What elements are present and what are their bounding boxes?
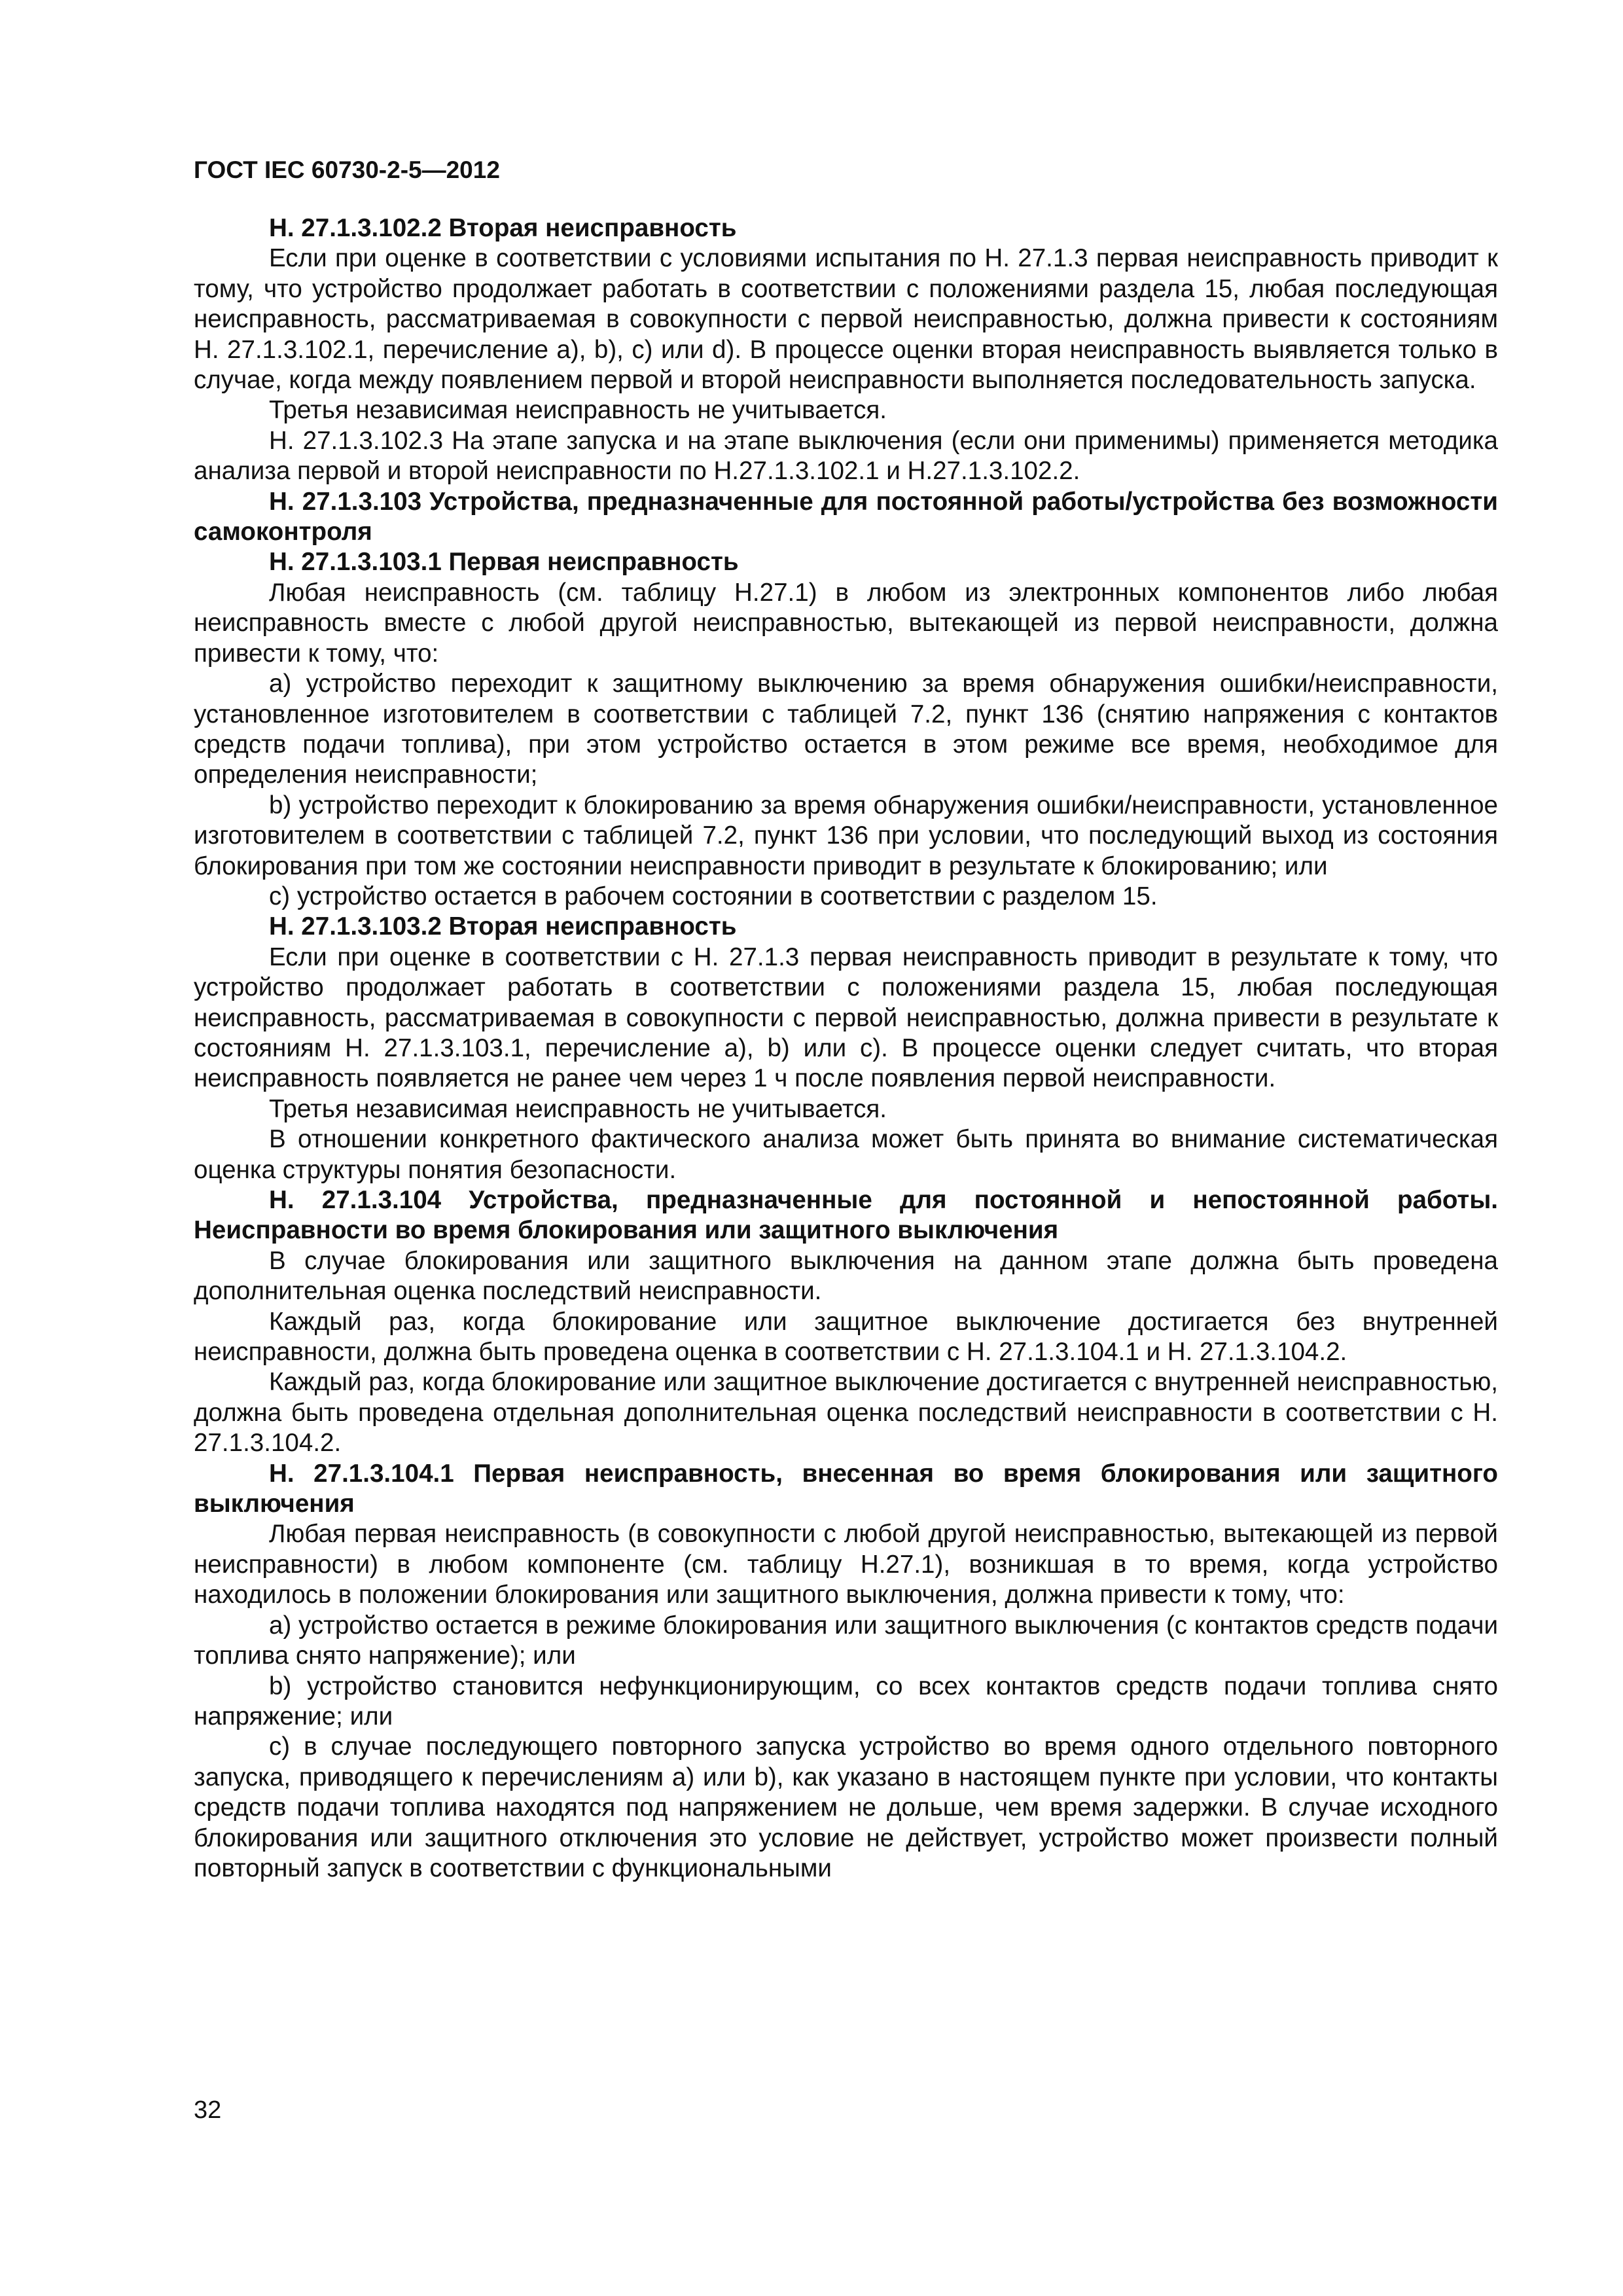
paragraph: Любая неисправность (см. таблицу Н.27.1) в любом из электронных компонентов либо любая неисправность вместе с любой другой неисправностью, вытекающей из первой неисправности, должна привести к тому, что: <box>194 578 1498 668</box>
paragraph: Каждый раз, когда блокирование или защитное выключение достигается без внутренней неисправности, должна быть проведена оценка в соответствии с Н. 27.1.3.104.1 и Н. 27.1.3.104.2. <box>194 1307 1498 1367</box>
section-heading: Н. 27.1.3.102.2 Вторая неисправность <box>269 214 737 242</box>
paragraph: Если при оценке в соответствии с Н. 27.1.3 первая неисправность приводит в результате к тому, что устройство продолжает работать в соответствии с положениями раздела 15, любая последующая неисправность, рассматриваемая в совокупности с первой неисправностью, должна привести в результате к состояниям Н. 27.1.3.103.1, перечисление а), b) или с). В процессе оценки следует считать, что вторая неисправность появляется не ранее чем через 1 ч после появления первой неисправности. <box>194 942 1498 1093</box>
section-heading: Н. 27.1.3.103.2 Вторая неисправность <box>269 912 737 941</box>
section-heading: Н. 27.1.3.104.1 Первая неисправность, внесенная во время блокирования или защитного выключения <box>194 1459 1498 1518</box>
paragraph: В отношении конкретного фактического анализа может быть принята во внимание систематическая оценка структуры понятия безопасности. <box>194 1125 1498 1184</box>
paragraph: b) устройство становится нефункционирующим, со всех контактов средств подачи топлива снято напряжение; или <box>194 1672 1498 1731</box>
paragraph: c) устройство остается в рабочем состоянии в соответствии с разделом 15. <box>269 882 1158 910</box>
paragraph: В случае блокирования или защитного выключения на данном этапе должна быть проведена дополнительная оценка последствий неисправности. <box>194 1246 1498 1306</box>
document-header: ГОСТ IEC 60730-2-5—2012 <box>194 156 500 183</box>
paragraph: a) устройство переходит к защитному выключению за время обнаружения ошибки/неисправности, установленное изготовителем в соответствии с таблицей 7.2, пункт 136 (снятию напряжения с контактов средств подачи топлива), при этом устройство остается в этом режиме все время, необходимое для определения неисправности; <box>194 670 1498 789</box>
paragraph: Любая первая неисправность (в совокупности с любой другой неисправностью, вытекающей из первой неисправности) в любом компоненте (см. таблицу Н.27.1), возникшая в то время, когда устройство находилось в положении блокирования или защитного выключения, должна привести к тому, что: <box>194 1520 1498 1609</box>
paragraph: c) в случае последующего повторного запуска устройство во время одного отдельного повторного запуска, приводящего к перечислениям а) или b), как указано в настоящем пункте при условии, что контакты средств подачи топлива находятся под напряжением не дольше, чем время задержки. В случае исходного блокирования или защитного отключения это условие не действует, устройство может произвести полный повторный запуск в соответствии с функциональными <box>194 1732 1498 1882</box>
paragraph: Н. 27.1.3.102.3 На этапе запуска и на этапе выключения (если они применимы) применяется методика анализа первой и второй неисправности по Н.27.1.3.102.1 и Н.27.1.3.102.2. <box>194 426 1498 486</box>
paragraph: Третья независимая неисправность не учитывается. <box>269 1094 887 1123</box>
page-number: 32 <box>194 2096 222 2124</box>
document-body <box>194 213 1498 1884</box>
paragraph: Каждый раз, когда блокирование или защитное выключение достигается с внутренней неисправностью, должна быть проведена отдельная дополнительная оценка последствий неисправности в соответствии с Н. 27.1.3.104.2. <box>194 1368 1498 1458</box>
paragraph: Третья независимая неисправность не учитывается. <box>269 396 887 425</box>
paragraph: Если при оценке в соответствии с условиями испытания по Н. 27.1.3 первая неисправность приводит к тому, что устройство продолжает работать в соответствии с положениями раздела 15, любая последующая неисправность, рассматриваемая в совокупности с первой неисправностью, должна привести к состояниям Н. 27.1.3.102.1, перечисление а), b), с) или d). В процессе оценки вторая неисправность выявляется только в случае, когда между появлением первой и второй неисправности выполняется последовательность запуска. <box>194 244 1498 395</box>
section-heading: Н. 27.1.3.103.1 Первая неисправность <box>269 548 739 577</box>
paragraph: b) устройство переходит к блокированию за время обнаружения ошибки/неисправности, установленное изготовителем в соответствии с таблицей 7.2, пункт 136 при условии, что последующий выход из состояния блокирования при том же состоянии неисправности приводит в результате к блокированию; или <box>194 791 1498 880</box>
section-heading: Н. 27.1.3.104 Устройства, предназначенные для постоянной и непостоянной работы. Неисправности во время блокирования или защитного выключения <box>194 1186 1498 1245</box>
section-heading: Н. 27.1.3.103 Устройства, предназначенные для постоянной работы/устройства без возможности самоконтроля <box>194 487 1498 547</box>
paragraph: а) устройство остается в режиме блокирования или защитного выключения (с контактов средств подачи топлива снято напряжение); или <box>194 1611 1498 1670</box>
